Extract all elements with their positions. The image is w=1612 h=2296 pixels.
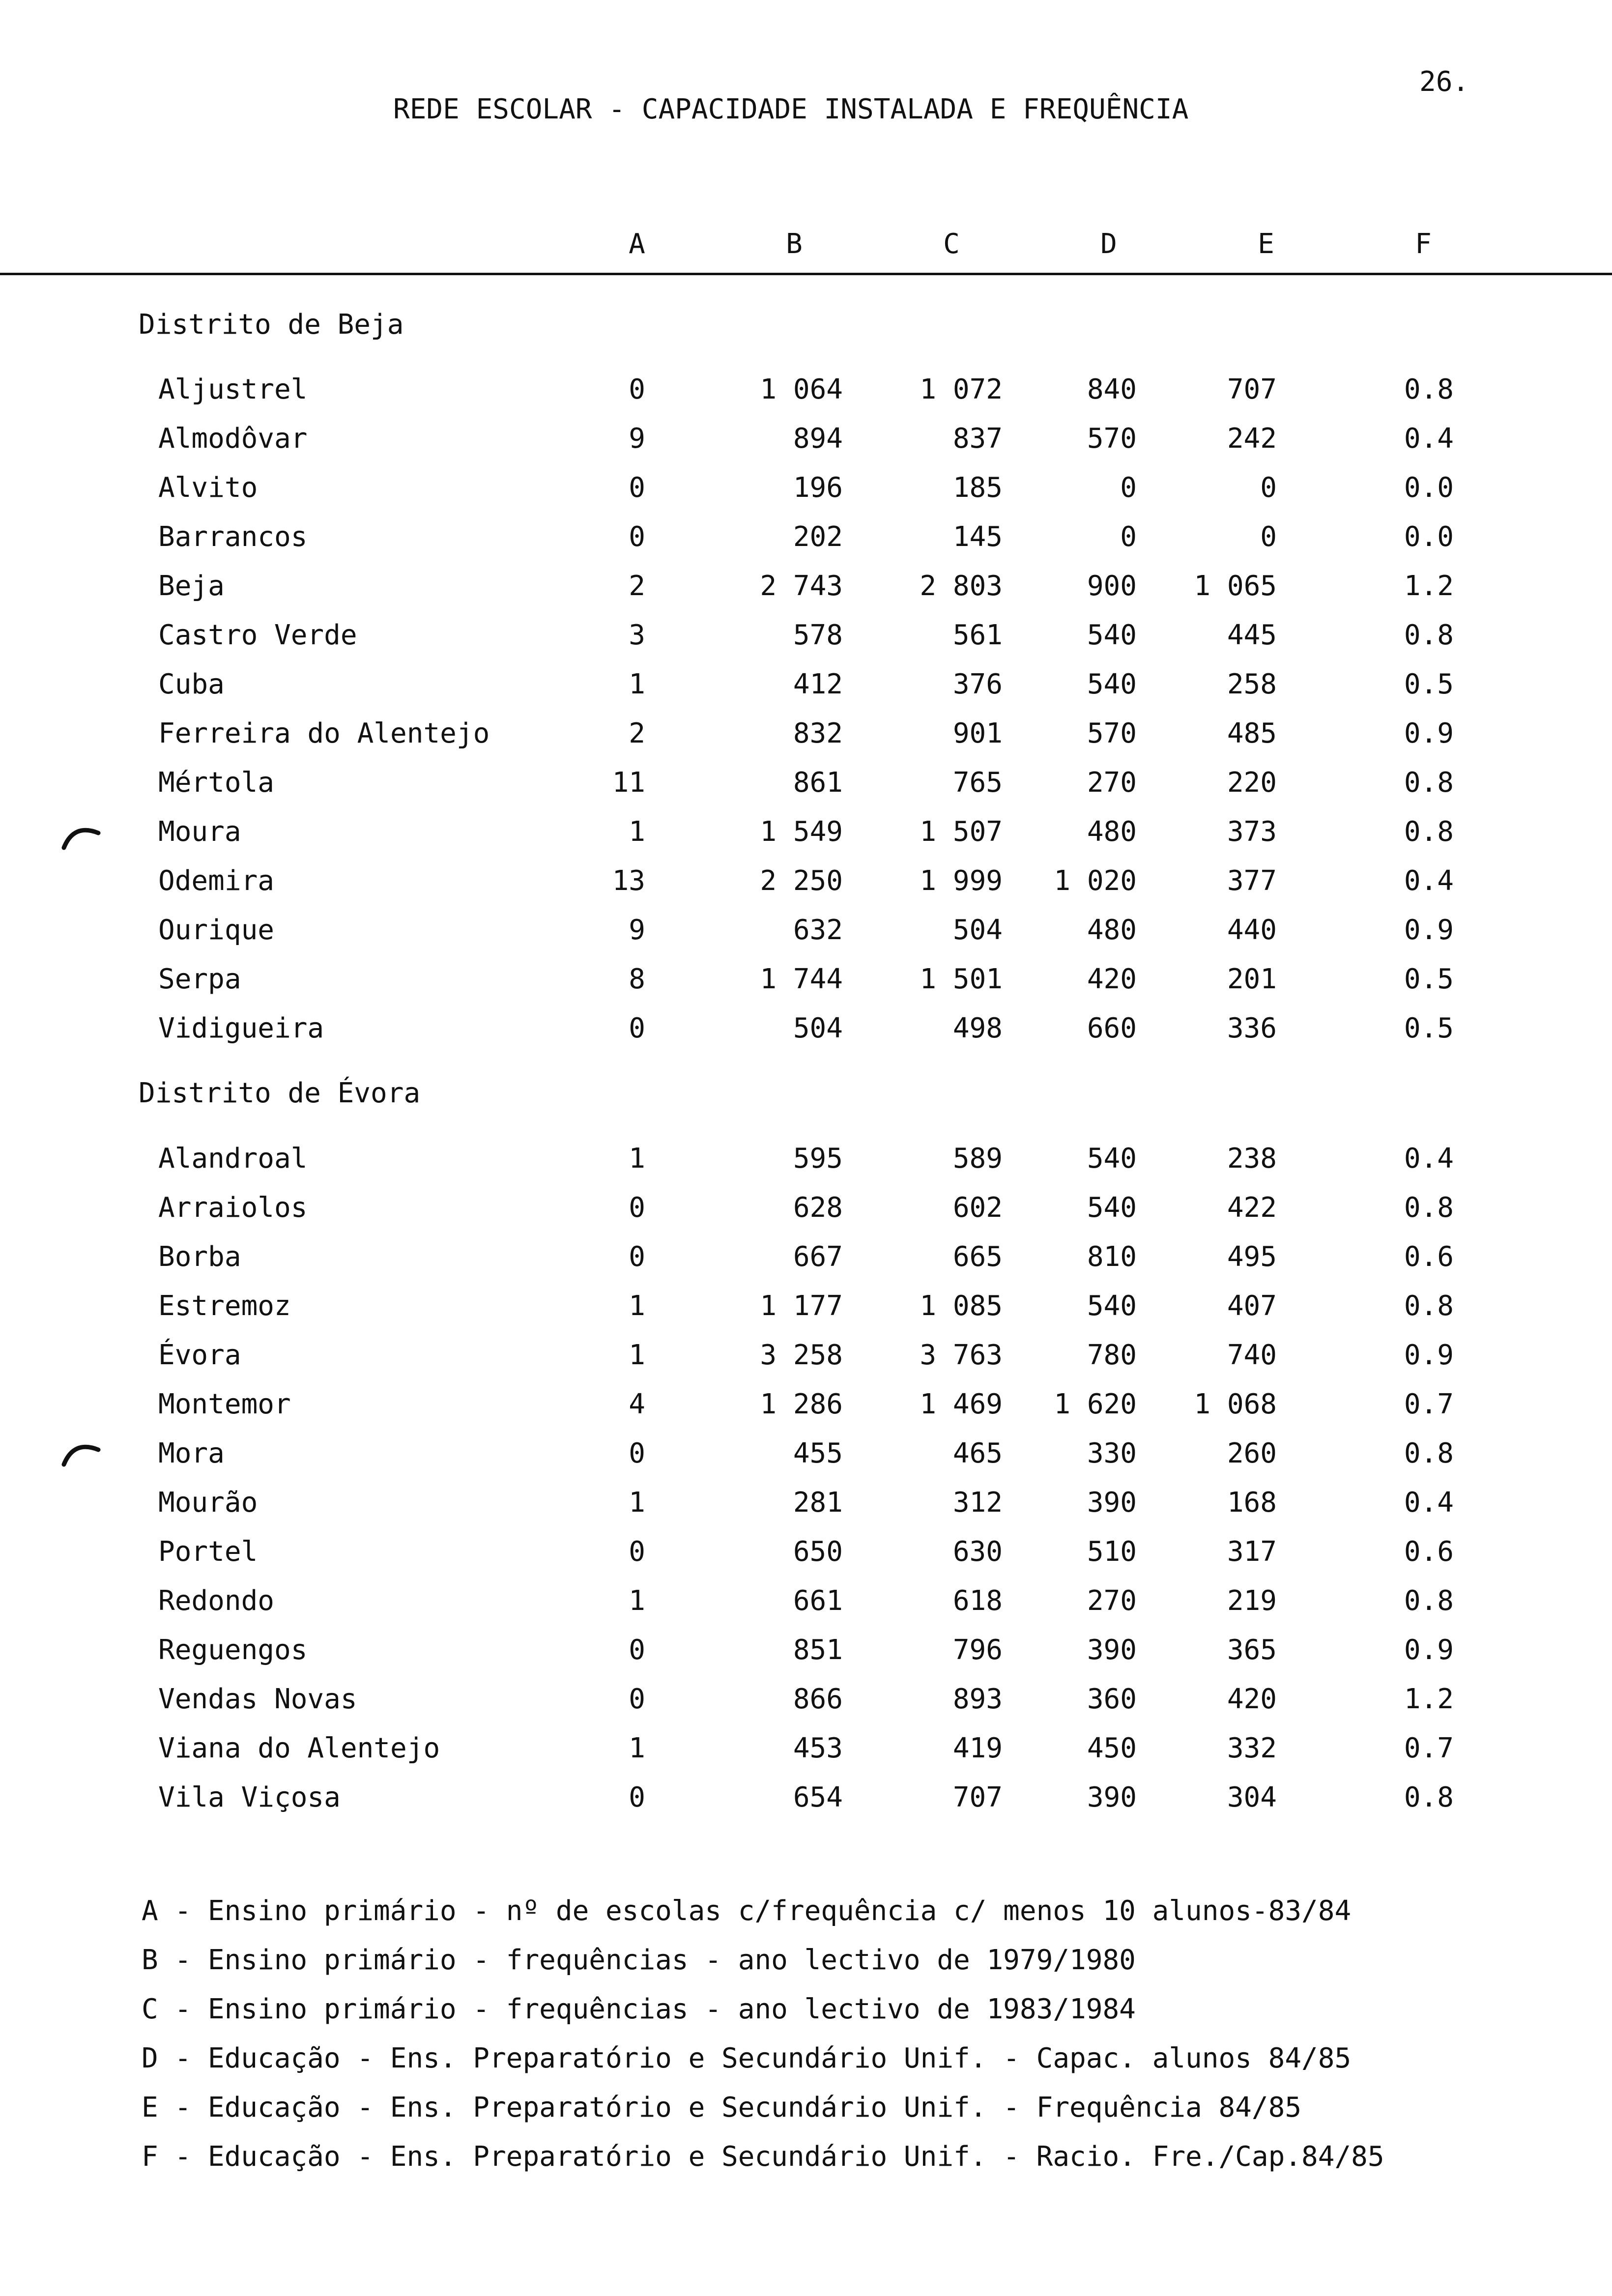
cell-f: 0.4 bbox=[1404, 865, 1454, 897]
cell-e: 317 bbox=[1227, 1536, 1277, 1568]
cell-c: 1 469 bbox=[920, 1388, 1003, 1420]
cell-c: 185 bbox=[952, 472, 1003, 504]
cell-d: 270 bbox=[1087, 1585, 1137, 1617]
cell-f: 0.8 bbox=[1404, 1781, 1454, 1813]
cell-c: 618 bbox=[952, 1585, 1003, 1617]
cell-e: 495 bbox=[1227, 1241, 1277, 1273]
table-row bbox=[0, 1536, 1612, 1570]
cell-a: 9 bbox=[629, 914, 645, 946]
cell-c: 465 bbox=[952, 1437, 1003, 1469]
cell-a: 1 bbox=[629, 1290, 645, 1322]
cell-c: 504 bbox=[952, 914, 1003, 946]
cell-b: 832 bbox=[793, 718, 843, 749]
municipality-name: Ourique bbox=[158, 914, 275, 946]
cell-f: 0.8 bbox=[1404, 1437, 1454, 1469]
cell-d: 540 bbox=[1087, 619, 1137, 651]
legend bbox=[142, 1895, 1384, 2190]
cell-b: 628 bbox=[793, 1192, 843, 1224]
municipality-name: Ferreira do Alentejo bbox=[158, 718, 490, 749]
cell-b: 1 744 bbox=[760, 963, 843, 995]
cell-f: 0.5 bbox=[1404, 963, 1454, 995]
legend-line-e: E - Educação - Ens. Preparatório e Secundário Unif. - Frequência 84/85 bbox=[142, 2092, 1302, 2124]
cell-d: 1 020 bbox=[1054, 865, 1137, 897]
cell-a: 8 bbox=[629, 963, 645, 995]
cell-e: 219 bbox=[1227, 1585, 1277, 1617]
municipality-name: Évora bbox=[158, 1339, 241, 1371]
table-row bbox=[0, 1683, 1612, 1718]
cell-c: 796 bbox=[952, 1634, 1003, 1666]
cell-f: 0.4 bbox=[1404, 1143, 1454, 1175]
legend-line-a: A - Ensino primário - nº de escolas c/frequência c/ menos 10 alunos-83/84 bbox=[142, 1895, 1352, 1927]
cell-b: 453 bbox=[793, 1732, 843, 1764]
table-row bbox=[0, 1388, 1612, 1423]
cell-c: 376 bbox=[952, 668, 1003, 700]
table-row bbox=[0, 1143, 1612, 1177]
table-row bbox=[0, 1192, 1612, 1226]
table-row bbox=[0, 472, 1612, 506]
table-row bbox=[0, 570, 1612, 604]
cell-c: 1 999 bbox=[920, 865, 1003, 897]
cell-e: 258 bbox=[1227, 668, 1277, 700]
cell-d: 450 bbox=[1087, 1732, 1137, 1764]
table-row bbox=[0, 1339, 1612, 1374]
cell-b: 661 bbox=[793, 1585, 843, 1617]
cell-a: 1 bbox=[629, 1339, 645, 1371]
cell-a: 0 bbox=[629, 1536, 645, 1568]
municipality-name: Alandroal bbox=[158, 1143, 308, 1175]
municipality-name: Arraiolos bbox=[158, 1192, 308, 1224]
cell-d: 570 bbox=[1087, 423, 1137, 455]
cell-f: 1.2 bbox=[1404, 570, 1454, 602]
municipality-name: Redondo bbox=[158, 1585, 275, 1617]
cell-f: 0.4 bbox=[1404, 423, 1454, 455]
cell-c: 837 bbox=[952, 423, 1003, 455]
cell-a: 0 bbox=[629, 373, 645, 405]
legend-line-c: C - Ensino primário - frequências - ano lectivo de 1983/1984 bbox=[142, 1993, 1136, 2025]
cell-f: 0.9 bbox=[1404, 1634, 1454, 1666]
cell-b: 202 bbox=[793, 521, 843, 553]
municipality-name: Estremoz bbox=[158, 1290, 291, 1322]
cell-b: 412 bbox=[793, 668, 843, 700]
table-row bbox=[0, 718, 1612, 752]
column-header-b: B bbox=[786, 228, 803, 260]
cell-d: 540 bbox=[1087, 1143, 1137, 1175]
cell-d: 270 bbox=[1087, 767, 1137, 799]
table-row bbox=[0, 816, 1612, 850]
municipality-name: Alvito bbox=[158, 472, 258, 504]
cell-c: 312 bbox=[952, 1487, 1003, 1519]
cell-f: 0.6 bbox=[1404, 1241, 1454, 1273]
cell-d: 660 bbox=[1087, 1012, 1137, 1044]
table-row bbox=[0, 1585, 1612, 1619]
municipality-name: Barrancos bbox=[158, 521, 308, 553]
cell-e: 1 065 bbox=[1194, 570, 1277, 602]
cell-f: 0.0 bbox=[1404, 472, 1454, 504]
cell-c: 3 763 bbox=[920, 1339, 1003, 1371]
cell-e: 238 bbox=[1227, 1143, 1277, 1175]
cell-c: 665 bbox=[952, 1241, 1003, 1273]
cell-c: 1 072 bbox=[920, 373, 1003, 405]
cell-b: 578 bbox=[793, 619, 843, 651]
column-header-f: F bbox=[1415, 228, 1432, 260]
cell-e: 168 bbox=[1227, 1487, 1277, 1519]
cell-d: 420 bbox=[1087, 963, 1137, 995]
cell-e: 420 bbox=[1227, 1683, 1277, 1715]
cell-a: 3 bbox=[629, 619, 645, 651]
margin-hook-mark bbox=[59, 1437, 103, 1467]
cell-c: 1 501 bbox=[920, 963, 1003, 995]
cell-d: 1 620 bbox=[1054, 1388, 1137, 1420]
municipality-name: Cuba bbox=[158, 668, 225, 700]
cell-e: 377 bbox=[1227, 865, 1277, 897]
table-row bbox=[0, 1241, 1612, 1275]
cell-d: 0 bbox=[1120, 472, 1137, 504]
cell-f: 1.2 bbox=[1404, 1683, 1454, 1715]
cell-e: 365 bbox=[1227, 1634, 1277, 1666]
cell-e: 1 068 bbox=[1194, 1388, 1277, 1420]
municipality-name: Reguengos bbox=[158, 1634, 308, 1666]
cell-f: 0.8 bbox=[1404, 1290, 1454, 1322]
cell-f: 0.7 bbox=[1404, 1732, 1454, 1764]
cell-d: 390 bbox=[1087, 1781, 1137, 1813]
cell-c: 630 bbox=[952, 1536, 1003, 1568]
cell-e: 707 bbox=[1227, 373, 1277, 405]
cell-c: 1 085 bbox=[920, 1290, 1003, 1322]
cell-e: 373 bbox=[1227, 816, 1277, 848]
cell-b: 455 bbox=[793, 1437, 843, 1469]
municipality-name: Odemira bbox=[158, 865, 275, 897]
cell-e: 485 bbox=[1227, 718, 1277, 749]
cell-d: 810 bbox=[1087, 1241, 1137, 1273]
cell-a: 0 bbox=[629, 1192, 645, 1224]
cell-d: 540 bbox=[1087, 668, 1137, 700]
table-row bbox=[0, 1781, 1612, 1816]
cell-e: 242 bbox=[1227, 423, 1277, 455]
municipality-name: Vendas Novas bbox=[158, 1683, 357, 1715]
cell-b: 866 bbox=[793, 1683, 843, 1715]
table-row bbox=[0, 963, 1612, 998]
cell-f: 0.8 bbox=[1404, 373, 1454, 405]
page-number: 26. bbox=[1419, 66, 1469, 98]
cell-b: 851 bbox=[793, 1634, 843, 1666]
cell-c: 602 bbox=[952, 1192, 1003, 1224]
municipality-name: Castro Verde bbox=[158, 619, 357, 651]
cell-a: 0 bbox=[629, 521, 645, 553]
cell-f: 0.0 bbox=[1404, 521, 1454, 553]
cell-f: 0.4 bbox=[1404, 1487, 1454, 1519]
cell-b: 650 bbox=[793, 1536, 843, 1568]
cell-b: 1 064 bbox=[760, 373, 843, 405]
cell-d: 330 bbox=[1087, 1437, 1137, 1469]
cell-a: 1 bbox=[629, 1487, 645, 1519]
cell-a: 0 bbox=[629, 1437, 645, 1469]
cell-b: 595 bbox=[793, 1143, 843, 1175]
cell-d: 510 bbox=[1087, 1536, 1137, 1568]
cell-d: 780 bbox=[1087, 1339, 1137, 1371]
cell-b: 1 177 bbox=[760, 1290, 843, 1322]
cell-c: 1 507 bbox=[920, 816, 1003, 848]
cell-f: 0.5 bbox=[1404, 1012, 1454, 1044]
cell-a: 0 bbox=[629, 1683, 645, 1715]
cell-b: 2 743 bbox=[760, 570, 843, 602]
table-row bbox=[0, 865, 1612, 899]
municipality-name: Moura bbox=[158, 816, 241, 848]
cell-f: 0.9 bbox=[1404, 718, 1454, 749]
cell-d: 480 bbox=[1087, 914, 1137, 946]
district-heading: Distrito de Beja bbox=[139, 309, 404, 341]
cell-b: 281 bbox=[793, 1487, 843, 1519]
cell-f: 0.5 bbox=[1404, 668, 1454, 700]
cell-e: 445 bbox=[1227, 619, 1277, 651]
cell-f: 0.8 bbox=[1404, 1192, 1454, 1224]
cell-e: 201 bbox=[1227, 963, 1277, 995]
table-row bbox=[0, 1437, 1612, 1472]
municipality-name: Vidigueira bbox=[158, 1012, 324, 1044]
cell-f: 0.9 bbox=[1404, 914, 1454, 946]
cell-c: 901 bbox=[952, 718, 1003, 749]
table-row bbox=[0, 1634, 1612, 1668]
cell-b: 1 286 bbox=[760, 1388, 843, 1420]
cell-d: 540 bbox=[1087, 1290, 1137, 1322]
municipality-name: Mourão bbox=[158, 1487, 258, 1519]
margin-hook-mark bbox=[59, 821, 103, 850]
legend-line-d: D - Educação - Ens. Preparatório e Secundário Unif. - Capac. alunos 84/85 bbox=[142, 2042, 1352, 2074]
cell-c: 765 bbox=[952, 767, 1003, 799]
cell-e: 0 bbox=[1260, 472, 1277, 504]
table-row bbox=[0, 521, 1612, 555]
cell-b: 894 bbox=[793, 423, 843, 455]
column-header-e: E bbox=[1258, 228, 1274, 260]
cell-b: 1 549 bbox=[760, 816, 843, 848]
table-row bbox=[0, 619, 1612, 654]
cell-a: 4 bbox=[629, 1388, 645, 1420]
cell-a: 13 bbox=[612, 865, 645, 897]
municipality-name: Montemor bbox=[158, 1388, 291, 1420]
cell-a: 2 bbox=[629, 570, 645, 602]
header-rule bbox=[0, 273, 1612, 275]
cell-e: 422 bbox=[1227, 1192, 1277, 1224]
cell-a: 0 bbox=[629, 1241, 645, 1273]
cell-f: 0.8 bbox=[1404, 1585, 1454, 1617]
column-header-d: D bbox=[1100, 228, 1117, 260]
cell-d: 900 bbox=[1087, 570, 1137, 602]
cell-f: 0.8 bbox=[1404, 767, 1454, 799]
cell-e: 407 bbox=[1227, 1290, 1277, 1322]
document-title: REDE ESCOLAR - CAPACIDADE INSTALADA E FREQUÊNCIA bbox=[393, 93, 1189, 125]
legend-line-f: F - Educação - Ens. Preparatório e Secundário Unif. - Racio. Fre./Cap.84/85 bbox=[142, 2141, 1384, 2173]
cell-a: 9 bbox=[629, 423, 645, 455]
cell-b: 2 250 bbox=[760, 865, 843, 897]
cell-a: 0 bbox=[629, 472, 645, 504]
municipality-name: Mora bbox=[158, 1437, 225, 1469]
cell-d: 540 bbox=[1087, 1192, 1137, 1224]
cell-e: 220 bbox=[1227, 767, 1277, 799]
cell-d: 840 bbox=[1087, 373, 1137, 405]
table-row bbox=[0, 1487, 1612, 1521]
cell-b: 504 bbox=[793, 1012, 843, 1044]
table-row bbox=[0, 1290, 1612, 1324]
cell-f: 0.6 bbox=[1404, 1536, 1454, 1568]
cell-d: 390 bbox=[1087, 1487, 1137, 1519]
cell-c: 498 bbox=[952, 1012, 1003, 1044]
cell-f: 0.9 bbox=[1404, 1339, 1454, 1371]
municipality-name: Aljustrel bbox=[158, 373, 308, 405]
cell-f: 0.7 bbox=[1404, 1388, 1454, 1420]
cell-a: 1 bbox=[629, 1585, 645, 1617]
municipality-name: Mértola bbox=[158, 767, 275, 799]
cell-a: 1 bbox=[629, 1732, 645, 1764]
cell-d: 0 bbox=[1120, 521, 1137, 553]
cell-f: 0.8 bbox=[1404, 816, 1454, 848]
cell-a: 1 bbox=[629, 816, 645, 848]
cell-b: 196 bbox=[793, 472, 843, 504]
cell-a: 11 bbox=[612, 767, 645, 799]
cell-e: 332 bbox=[1227, 1732, 1277, 1764]
municipality-name: Viana do Alentejo bbox=[158, 1732, 440, 1764]
municipality-name: Beja bbox=[158, 570, 225, 602]
municipality-name: Almodôvar bbox=[158, 423, 308, 455]
cell-e: 304 bbox=[1227, 1781, 1277, 1813]
cell-e: 0 bbox=[1260, 521, 1277, 553]
cell-b: 861 bbox=[793, 767, 843, 799]
cell-f: 0.8 bbox=[1404, 619, 1454, 651]
cell-c: 707 bbox=[952, 1781, 1003, 1813]
table-row bbox=[0, 1012, 1612, 1047]
cell-a: 0 bbox=[629, 1012, 645, 1044]
cell-c: 589 bbox=[952, 1143, 1003, 1175]
cell-c: 2 803 bbox=[920, 570, 1003, 602]
district-heading: Distrito de Évora bbox=[139, 1077, 421, 1109]
cell-b: 632 bbox=[793, 914, 843, 946]
cell-a: 1 bbox=[629, 1143, 645, 1175]
table-row bbox=[0, 668, 1612, 703]
municipality-name: Borba bbox=[158, 1241, 241, 1273]
cell-a: 1 bbox=[629, 668, 645, 700]
table-row bbox=[0, 1732, 1612, 1767]
cell-c: 145 bbox=[952, 521, 1003, 553]
cell-a: 2 bbox=[629, 718, 645, 749]
cell-a: 0 bbox=[629, 1634, 645, 1666]
cell-e: 260 bbox=[1227, 1437, 1277, 1469]
municipality-name: Serpa bbox=[158, 963, 241, 995]
cell-d: 390 bbox=[1087, 1634, 1137, 1666]
cell-c: 561 bbox=[952, 619, 1003, 651]
column-header-a: A bbox=[629, 228, 645, 260]
table-row bbox=[0, 423, 1612, 457]
table-row bbox=[0, 767, 1612, 801]
municipality-name: Portel bbox=[158, 1536, 258, 1568]
cell-d: 360 bbox=[1087, 1683, 1137, 1715]
cell-c: 893 bbox=[952, 1683, 1003, 1715]
cell-b: 667 bbox=[793, 1241, 843, 1273]
cell-e: 336 bbox=[1227, 1012, 1277, 1044]
cell-d: 480 bbox=[1087, 816, 1137, 848]
cell-c: 419 bbox=[952, 1732, 1003, 1764]
table-row bbox=[0, 914, 1612, 948]
column-header-c: C bbox=[943, 228, 960, 260]
municipality-name: Vila Viçosa bbox=[158, 1781, 341, 1813]
cell-b: 654 bbox=[793, 1781, 843, 1813]
cell-d: 570 bbox=[1087, 718, 1137, 749]
cell-e: 440 bbox=[1227, 914, 1277, 946]
table-row bbox=[0, 373, 1612, 408]
cell-a: 0 bbox=[629, 1781, 645, 1813]
legend-line-b: B - Ensino primário - frequências - ano lectivo de 1979/1980 bbox=[142, 1944, 1136, 1976]
cell-e: 740 bbox=[1227, 1339, 1277, 1371]
cell-b: 3 258 bbox=[760, 1339, 843, 1371]
